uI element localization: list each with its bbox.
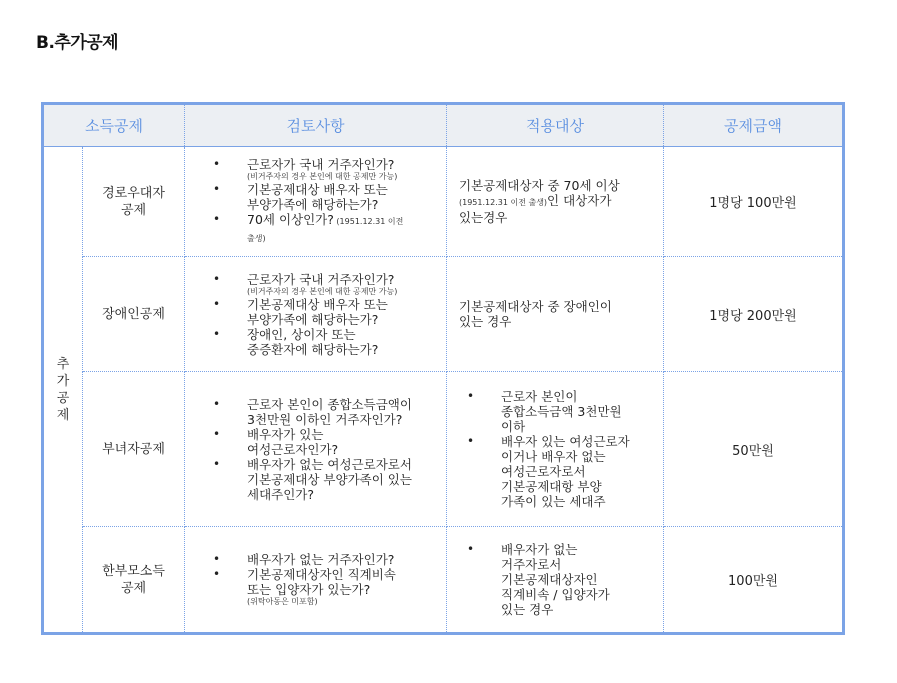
header-review-items: 검토사항 <box>185 104 447 147</box>
category-char: 제 <box>56 407 70 423</box>
review-cell <box>185 257 447 372</box>
target-cell <box>447 257 664 372</box>
deduction-type <box>83 527 185 634</box>
review-text: 근로자가 국내 거주자인가? <box>247 271 395 287</box>
review-text: 배우자가 있는 여성근로자인가? <box>247 426 339 457</box>
review-note: (1951.12.31 이전 출생) <box>247 217 404 243</box>
deduction-type-label: 경로우대자 공제 <box>102 185 165 218</box>
table-row <box>43 527 844 634</box>
amount-cell: 1명당 100만원 <box>664 147 844 257</box>
table-row <box>43 372 844 527</box>
review-item <box>247 552 434 567</box>
target-text: 기본공제대상자 중 70세 이상 <box>459 178 620 193</box>
review-item <box>247 157 434 182</box>
review-text: 근로자 본인이 종합소득금액이 3천만원 이하인 거주자인가? <box>247 396 412 427</box>
category-cell <box>43 147 83 634</box>
review-text: 배우자가 없는 여성근로자로서 기본공제대상 부양가족이 있는 세대주인가? <box>247 456 412 502</box>
deduction-type <box>83 257 185 372</box>
target-text: 인 대상자가 있는경우 <box>459 193 612 225</box>
review-item <box>247 457 434 502</box>
review-note: (비거주자의 경우 본인에 대한 공제만 가능) <box>247 286 398 296</box>
review-item <box>247 567 434 607</box>
deduction-type <box>83 372 185 527</box>
deduction-type-label: 장애인공제 <box>102 306 165 322</box>
review-text: 장애인, 상이자 또는 중증환자에 해당하는가? <box>247 326 379 357</box>
target-text: 기본공제대상자 중 장애인이 있는 경우 <box>459 299 612 329</box>
target-text: 배우자 있는 여성근로자 이거나 배우자 없는 여성근로자로서 기본공제대항 부양 가족이 있는 세대주 <box>501 434 630 509</box>
review-item <box>247 327 434 357</box>
amount-cell: 50만원 <box>664 372 844 527</box>
target-cell <box>447 147 664 257</box>
section-title: B.추가공제 <box>36 33 119 53</box>
review-cell <box>185 147 447 257</box>
target-cell <box>447 527 664 634</box>
target-item <box>501 434 655 509</box>
review-text: 기본공제대상 배우자 또는 부양가족에 해당하는가? <box>247 296 388 327</box>
category-char: 가 <box>56 373 70 389</box>
review-cell <box>185 527 447 634</box>
table-header-row <box>43 104 844 147</box>
review-item <box>247 397 434 427</box>
review-text: 배우자가 없는 거주자인가? <box>247 552 395 567</box>
amount-cell: 1명당 200만원 <box>664 257 844 372</box>
target-item <box>501 542 655 617</box>
review-item <box>247 427 434 457</box>
target-item <box>501 389 655 434</box>
amount-cell: 100만원 <box>664 527 844 634</box>
target-cell <box>447 372 664 527</box>
review-item <box>247 212 434 246</box>
table-row <box>43 147 844 257</box>
header-income-deduction: 소득공제 <box>43 104 185 147</box>
header-applicable-target: 적용대상 <box>447 104 664 147</box>
review-note: (위탁아동은 미포함) <box>247 597 318 606</box>
additional-deduction-table <box>41 102 845 635</box>
header-deduction-amount: 공제금액 <box>664 104 844 147</box>
review-text: 기본공제대상자인 직계비속 또는 입양자가 있는가? <box>247 567 396 597</box>
category-char: 공 <box>56 390 70 406</box>
review-text: 기본공제대상 배우자 또는 부양가족에 해당하는가? <box>247 182 388 212</box>
deduction-type-label: 부녀자공제 <box>102 441 165 457</box>
review-text: 근로자가 국내 거주자인가? <box>247 157 395 172</box>
deduction-type-label: 한부모소득 공제 <box>102 563 165 596</box>
review-item <box>247 272 434 297</box>
category-char: 추 <box>56 356 70 372</box>
review-item <box>247 297 434 327</box>
review-note: (비거주자의 경우 본인에 대한 공제만 가능) <box>247 172 398 181</box>
deduction-type <box>83 147 185 257</box>
target-note: (1951.12.31 이전 출생) <box>459 198 548 207</box>
review-item <box>247 182 434 212</box>
review-cell <box>185 372 447 527</box>
review-text: 70세 이상인가? <box>247 212 334 227</box>
target-text: 근로자 본인이 종합소득금액 3천만원 이하 <box>501 389 622 434</box>
table-row <box>43 257 844 372</box>
target-text: 배우자가 없는 거주자로서 기본공제대상자인 직계비속 / 입양자가 있는 경우 <box>501 542 610 617</box>
